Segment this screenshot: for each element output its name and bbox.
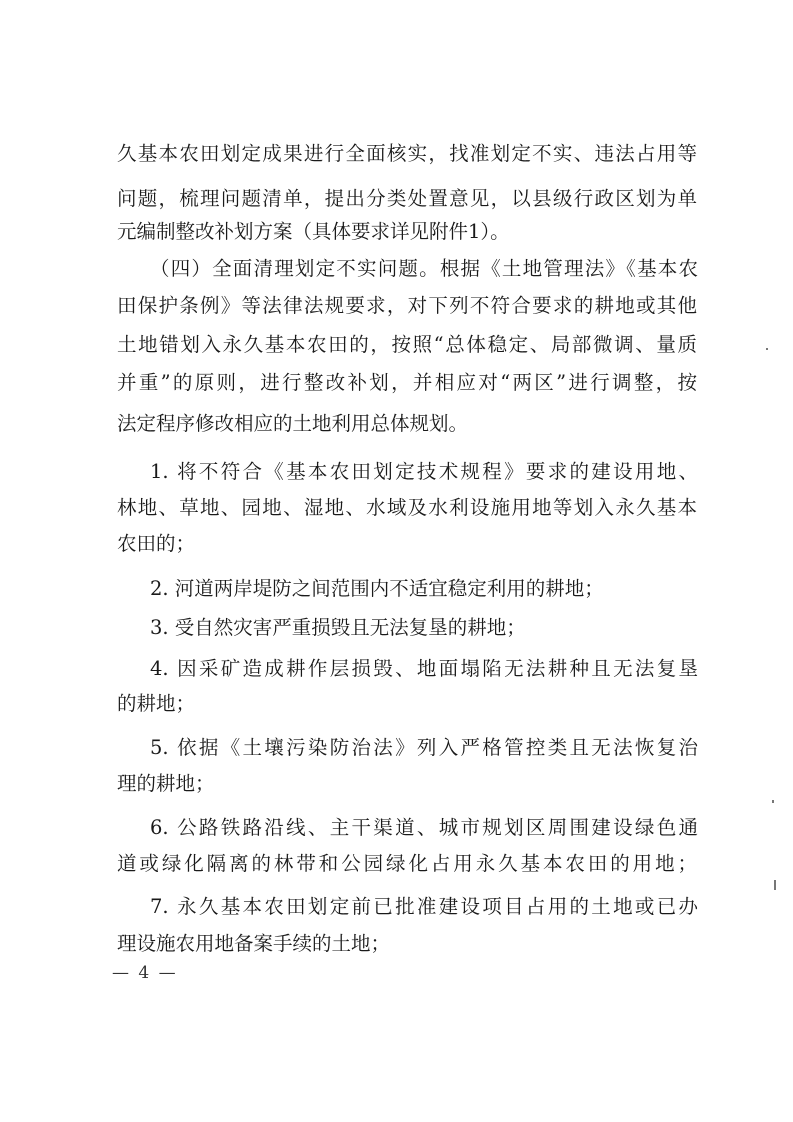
list-item-1-line-1: 1. 将不符合《基本农田划定技术规程》要求的建设用地、 xyxy=(150,460,698,483)
text-line-3: 元编制整改补划方案（具体要求详见附件1）。 xyxy=(117,220,510,243)
list-item-5-line-2: 理的耕地； xyxy=(117,772,215,795)
scan-speck xyxy=(774,880,776,890)
list-item-3: 3. 受自然灾害严重损毁且无法复垦的耕地； xyxy=(150,616,526,639)
list-item-7-line-2: 理设施农用地备案手续的土地； xyxy=(117,932,391,955)
text-line-7: 并重”的原则，进行整改补划，并相应对“两区”进行调整，按 xyxy=(117,371,697,394)
text-line-8: 法定程序修改相应的土地利用总体规划。 xyxy=(117,412,469,435)
page-number: — 4 — xyxy=(112,963,178,983)
text-line-6: 土地错划入永久基本农田的，按照“总体稳定、局部微调、量质 xyxy=(117,333,697,356)
list-item-6-line-1: 6. 公路铁路沿线、主干渠道、城市规划区周围建设绿色通 xyxy=(150,816,698,839)
list-item-4-line-2: 的耕地； xyxy=(117,692,196,715)
list-item-7-line-1: 7. 永久基本农田划定前已批准建设项目占用的土地或已办 xyxy=(150,895,698,918)
text-line-5: 田保护条例》等法律法规要求，对下列不符合要求的耕地或其他 xyxy=(117,294,697,317)
list-item-1-line-3: 农田的； xyxy=(117,532,196,555)
list-item-2: 2. 河道两岸堤防之间范围内不适宜稳定利用的耕地； xyxy=(150,577,604,600)
list-item-6-line-2: 道或绿化隔离的林带和公园绿化占用永久基本农田的用地； xyxy=(117,852,697,875)
text-line-1: 久基本农田划定成果进行全面核实，找准划定不实、违法占用等 xyxy=(117,142,697,165)
scan-speck xyxy=(766,348,768,350)
list-item-4-line-1: 4. 因采矿造成耕作层损毁、地面塌陷无法耕种且无法复垦 xyxy=(150,657,698,680)
list-item-5-line-1: 5. 依据《土壤污染防治法》列入严格管控类且无法恢复治 xyxy=(150,736,698,759)
text-line-2: 问题，梳理问题清单，提出分类处置意见，以县级行政区划为单 xyxy=(117,187,697,210)
list-item-1-line-2: 林地、草地、园地、湿地、水域及水利设施用地等划入永久基本 xyxy=(117,496,697,519)
section-heading-line: （四）全面清理划定不实问题。根据《土地管理法》《基本农 xyxy=(150,257,698,280)
scan-speck xyxy=(772,800,774,803)
